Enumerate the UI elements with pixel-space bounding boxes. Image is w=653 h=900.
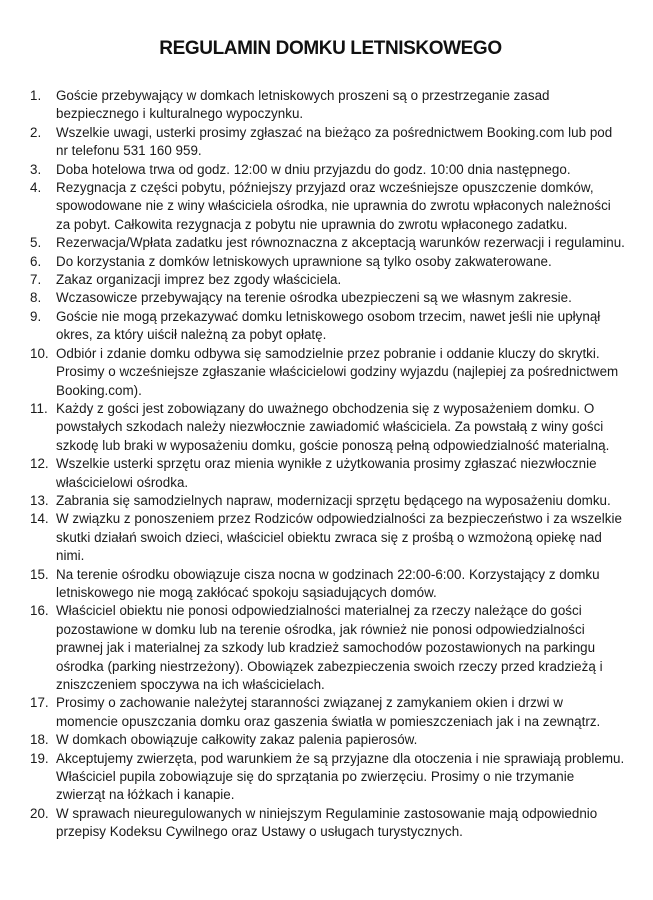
rule-item xyxy=(30,750,631,805)
rule-text: Prosimy o zachowanie należytej staranności związanej z zamykaniem okien i drzwi w momencie opuszczania domku oraz gaszenia światła w pomieszczeniach jak i na zewnątrz. xyxy=(56,695,601,729)
rule-item xyxy=(30,492,631,510)
rule-item xyxy=(30,345,631,400)
rule-text: Właściciel obiektu nie ponosi odpowiedzialności materialnej za rzeczy należące do gości pozostawione w domku lub na terenie ośrodka, jak również nie ponosi odpowiedzialności prawnej jak i materialnej za szkody lub kradzież samochodów pozostawionych na parkingu ośrodka (parking niestrzeżony). Obowiązek zabezpieczenia swoich rzeczy przed kradzieżą i zniszczeniem spoczywa na ich właścicielach. xyxy=(56,603,603,692)
rule-number: 4. xyxy=(30,180,42,196)
rule-number: 17. xyxy=(30,695,49,711)
rule-text: Rezygnacja z części pobytu, późniejszy przyjazd oraz wcześniejsze opuszczenie domków, spowodowane nie z winy właściciela ośrodka, nie uprawnia do zwrotu wpłaconych należności za pobyt. Całkowita rezygnacja z pobytu nie uprawnia do zwrotu wpłaconego zadatku. xyxy=(56,180,611,232)
rule-text: Goście przebywający w domkach letniskowych proszeni są o przestrzeganie zasad bezpiecznego i kulturalnego wypoczynku. xyxy=(56,88,550,122)
rule-number: 9. xyxy=(30,308,42,324)
rule-number: 13. xyxy=(30,492,49,508)
rule-text: Rezerwacja/Wpłata zadatku jest równoznaczna z akceptacją warunków rezerwacji i regulaminu. xyxy=(56,235,625,251)
rule-item xyxy=(30,308,631,345)
rule-number: 15. xyxy=(30,566,49,582)
rule-number: 7. xyxy=(30,272,42,288)
rule-item xyxy=(30,510,631,565)
rule-item xyxy=(30,566,631,603)
rule-text: W związku z ponoszeniem przez Rodziców odpowiedzialności za bezpieczeństwo i za wszelkie skutki działań swoich dzieci, właściciel obiektu zwraca się z prośbą o wzmożoną opiekę nad nimi. xyxy=(56,511,622,564)
rule-item xyxy=(30,234,631,252)
rule-number: 3. xyxy=(30,161,42,177)
rule-number: 12. xyxy=(30,456,49,472)
rule-text: W sprawach nieuregulowanych w niniejszym Regulaminie zastosowanie mają odpowiednio przepisy Kodeksu Cywilnego oraz Ustawy o usługach turystycznych. xyxy=(56,805,598,840)
rule-text: Każdy z gości jest zobowiązany do uważnego obchodzenia się z wyposażeniem domku. O powstałych szkodach należy niezwłocznie zawiadomić właściciela. Za powstałą z winy gości szkodę lub braki w wyposażeniu domku, goście ponoszą pełną odpowiedzialność materialną. xyxy=(56,400,610,453)
rule-number: 14. xyxy=(30,511,49,527)
rule-number: 11. xyxy=(30,400,48,416)
rule-item xyxy=(30,289,631,307)
document-title: REGULAMIN DOMKU LETNISKOWEGO xyxy=(159,38,502,59)
rule-text: Goście nie mogą przekazywać domku letniskowego osobom trzecim, nawet jeśli nie upłynął okres, za który uiścił należną za pobyt opłatę. xyxy=(56,308,601,343)
rule-item xyxy=(30,179,631,234)
rule-text: Akceptujemy zwierzęta, pod warunkiem że są przyjazne dla otoczenia i nie sprawiają problemu. Właściciel pupila zobowiązuje się do sprzątania po zwierzęciu. Prosimy o nie trzymanie zwierząt na łóżkach i kanapie. xyxy=(56,750,625,803)
rule-item xyxy=(30,455,631,492)
rule-number: 8. xyxy=(30,290,42,306)
rule-text: Do korzystania z domków letniskowych uprawnione są tylko osoby zakwaterowane. xyxy=(56,253,552,269)
rule-text: Doba hotelowa trwa od godz. 12:00 w dniu przyjazdu do godz. 10:00 dnia następnego. xyxy=(56,161,571,177)
rule-number: 18. xyxy=(30,732,49,748)
rule-number: 5. xyxy=(30,235,42,251)
rule-text: Odbiór i zdanie domku odbywa się samodzielnie przez pobranie i oddanie kluczy do skrytki. Prosimy o wcześniejsze zgłaszanie właścicielowi godziny wyjazdu (najlepiej za pośrednictwem Booking.com). xyxy=(56,345,619,398)
rule-number: 16. xyxy=(30,603,49,619)
rule-number: 19. xyxy=(30,750,49,766)
rule-item xyxy=(30,253,631,271)
rule-text: Wszelkie usterki sprzętu oraz mienia wynikłe z użytkowania prosimy zgłaszać niezwłocznie właścicielowi ośrodka. xyxy=(56,456,597,490)
rule-text: Na terenie ośrodku obowiązuje cisza nocna w godzinach 22:00-6:00. Korzystający z domku letniskowego nie mogą zakłócać spokoju sąsiadujących domów. xyxy=(56,566,600,600)
rule-text: Zabrania się samodzielnych napraw, modernizacji sprzętu będącego na wyposażeniu domku. xyxy=(56,492,611,508)
rule-text: Wczasowicze przebywający na terenie ośrodka ubezpieczeni są we własnym zakresie. xyxy=(56,290,572,306)
rule-item xyxy=(30,400,631,455)
rule-number: 6. xyxy=(30,253,42,269)
rules-list xyxy=(30,87,631,842)
rule-item xyxy=(30,602,631,694)
rule-item xyxy=(30,694,631,731)
rule-item xyxy=(30,805,631,842)
rule-item xyxy=(30,87,631,124)
rule-text: W domkach obowiązuje całkowity zakaz palenia papierosów. xyxy=(56,732,418,748)
rule-item xyxy=(30,271,631,289)
rule-number: 20. xyxy=(30,805,49,821)
rule-text: Zakaz organizacji imprez bez zgody właściciela. xyxy=(56,272,342,288)
rule-number: 1. xyxy=(30,88,42,103)
rule-item xyxy=(30,731,631,749)
rule-item xyxy=(30,161,631,179)
rule-number: 2. xyxy=(30,124,42,140)
rule-text: Wszelkie uwagi, usterki prosimy zgłaszać na bieżąco za pośrednictwem Booking.com lub pod nr telefonu 531 160 959. xyxy=(56,124,613,159)
rule-item xyxy=(30,124,631,161)
rule-number: 10. xyxy=(30,345,49,361)
